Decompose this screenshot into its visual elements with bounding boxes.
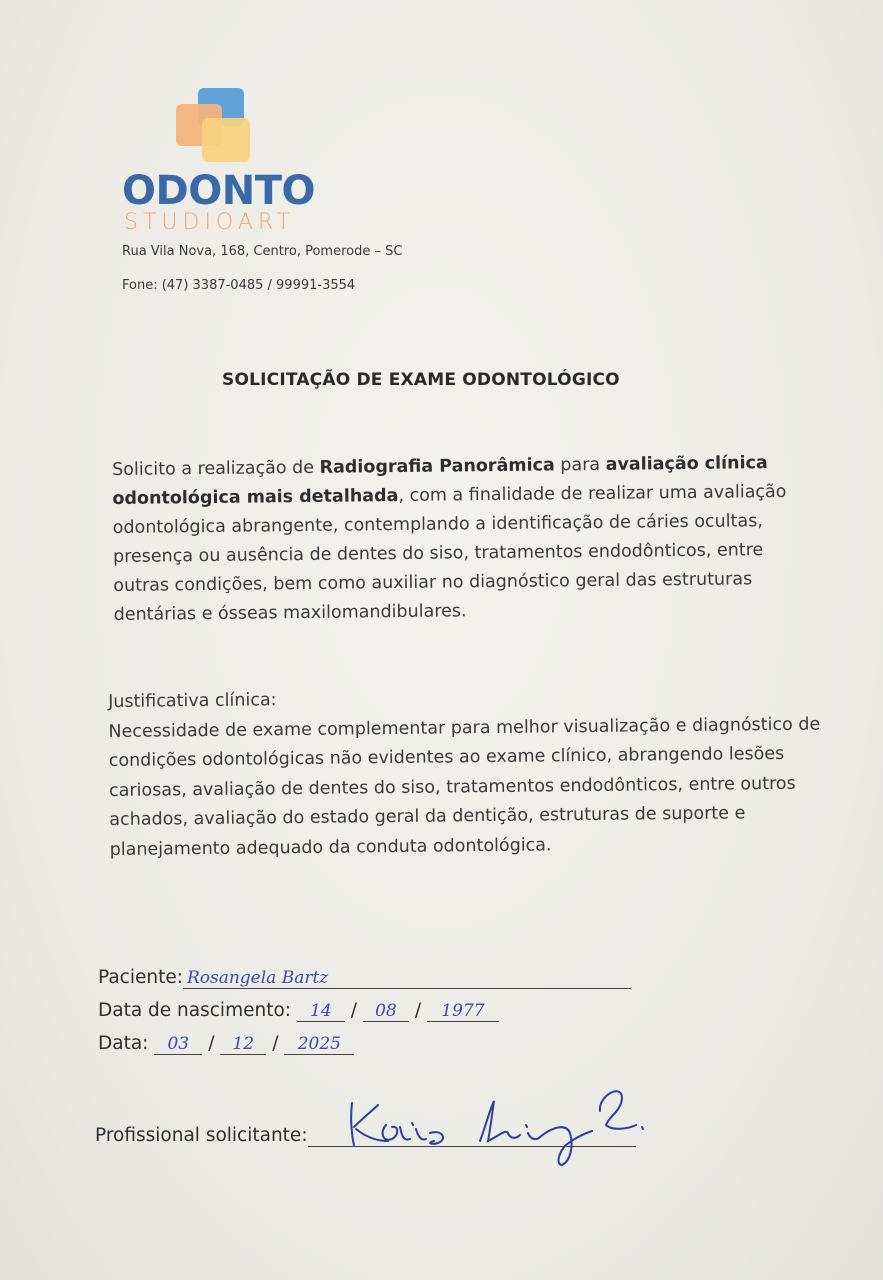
logo-squares-icon: [176, 86, 252, 166]
request-paragraph: Solicito a realização de Radiografia Panorâmica para avaliação clínica odontológica mais detalhada, com a finalidade de realizar uma avaliação odontológica abrangente, contemplando a identificação de cáries ocultas, presença ou ausência de dentes do siso, tratamentos endodônticos, entre outras condições, bem como auxiliar no diagnóstico geral das estruturas dentárias e ósseas maxilomandibulares.: [112, 453, 787, 625]
patient-value: Rosangela Bartz: [186, 968, 329, 988]
date-label: Data:: [98, 1033, 149, 1054]
date-month: 12: [232, 1034, 255, 1054]
brand-odonto: ODONTO: [122, 168, 315, 214]
birth-month: 08: [375, 1001, 397, 1021]
date-year: 2025: [297, 1034, 341, 1054]
justification-section: [108, 680, 830, 865]
clinic-address: Rua Vila Nova, 168, Centro, Pomerode – SC: [122, 244, 403, 259]
clinic-logo: [122, 86, 382, 236]
birth-year: 1977: [441, 1001, 485, 1021]
birth-day: 14: [310, 1001, 332, 1021]
professional-label: Profissional solicitante:: [95, 1125, 308, 1146]
brand-studioart: STUDIOART: [124, 210, 296, 235]
signature-image: [330, 1075, 660, 1170]
justification-text: Necessidade de exame complementar para melhor visualização e diagnóstico de condições odontológicas não evidentes ao exame clínico, abrangendo lesões cariosas, avaliação de dentes do siso, tratamentos endodônticos, entre outros achados, avaliação do estado geral da dentição, estruturas de suporte e planejamento adequado da conduta odontológica.: [108, 714, 821, 860]
birth-label: Data de nascimento:: [98, 1000, 292, 1021]
birth-date-field: Data de nascimento: 14 / 08 / 1977: [98, 1000, 499, 1022]
justification-label: Justificativa clínica:: [108, 690, 277, 712]
document-title: SOLICITAÇÃO DE EXAME ODONTOLÓGICO: [222, 370, 620, 390]
date-day: 03: [167, 1034, 190, 1054]
clinic-phone: Fone: (47) 3387-0485 / 99991-3554: [122, 278, 356, 293]
patient-field: [98, 967, 631, 989]
date-field: Data: 03 / 12 / 2025: [98, 1033, 354, 1055]
patient-label: Paciente:: [98, 967, 183, 988]
